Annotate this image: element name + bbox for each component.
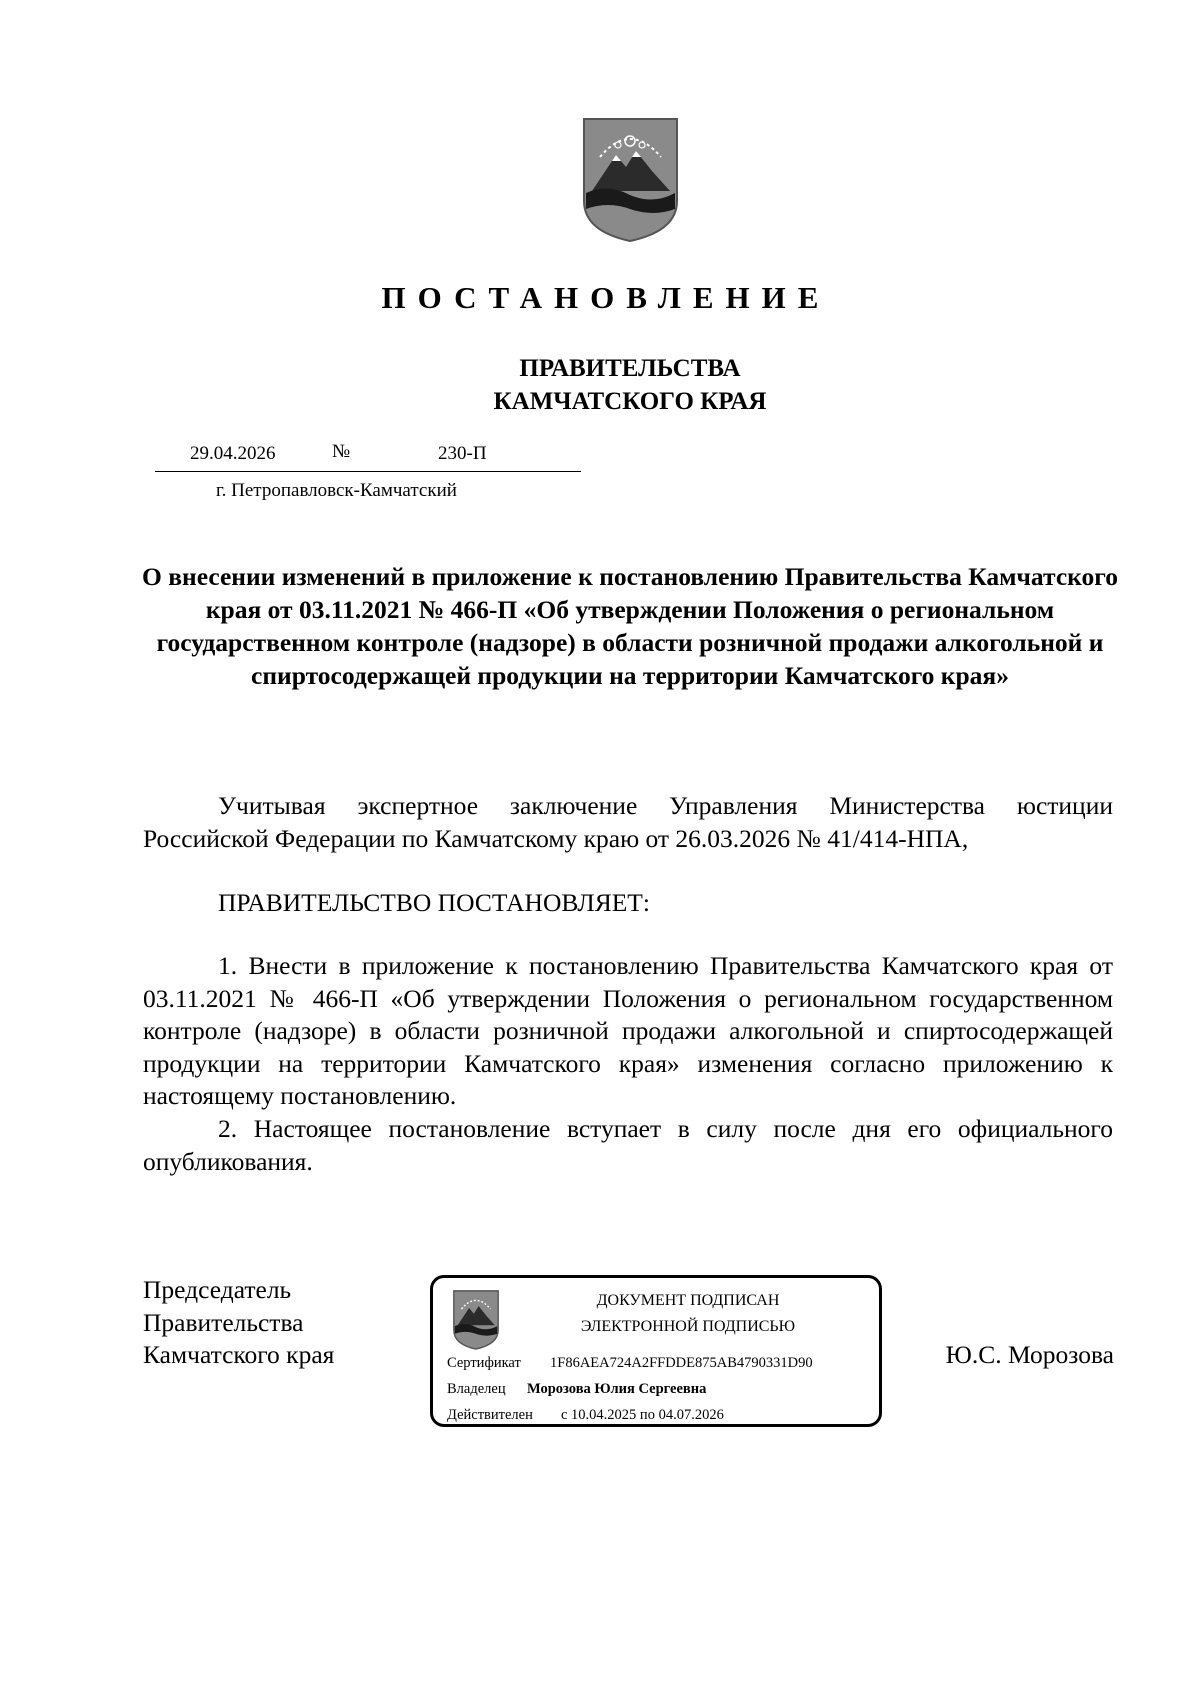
authority-line-2: КАМЧАТСКОГО КРАЯ [493, 388, 767, 415]
document-type-title: ПОСТАНОВЛЕНИЕ [381, 280, 831, 315]
authority-line-1: ПРАВИТЕЛЬСТВА [519, 355, 741, 382]
stamp-heading-line-1: ДОКУМЕНТ ПОДПИСАН [596, 1292, 780, 1309]
issuing-authority [0, 352, 1200, 418]
signer-position-line-2: Правительства [143, 1307, 304, 1337]
number-sign: № [332, 441, 351, 462]
document-subject-title: О внесении изменений в приложение к постановлению Правительства Камчатского края от 03.11.2021 № 466-П «Об утверждении Положения о региональном государственном контроле (надзоре) в области розничной продажи алкогольной и спиртосодержащей продукции на территории Камчатского края» [142, 562, 1118, 690]
electronic-signature-stamp [430, 1275, 882, 1427]
stamp-certificate-row [447, 1355, 813, 1372]
stamp-validity-row [447, 1407, 724, 1424]
kamchatka-coat-of-arms-icon [448, 1288, 504, 1350]
signer-position-line-3: Камчатского края [143, 1340, 335, 1369]
basis-paragraph: Учитывая экспертное заключение Управления Министерства юстиции Российской Федерации по Камчатскому краю от 26.03.2026 № 41/414-НПА, [143, 791, 1113, 853]
document-date: 29.04.2026 [190, 443, 276, 464]
signer-position-line-1: Председатель [143, 1275, 292, 1304]
signer-name: Ю.С. Морозова [945, 1340, 1114, 1369]
item-2-paragraph: 2. Настоящее постановление вступает в силу после дня его официального опубликования. [143, 1114, 1113, 1176]
decree-statement: ПРАВИТЕЛЬСТВО ПОСТАНОВЛЯЕТ: [218, 888, 650, 917]
certificate-value: 1F86AEA724A2FFDDE875AB4790331D90 [550, 1355, 813, 1371]
validity-value: с 10.04.2025 по 04.07.2026 [561, 1407, 724, 1423]
registration-line [155, 443, 581, 472]
owner-value: Морозова Юлия Сергеевна [527, 1381, 707, 1397]
document-number: 230-П [438, 443, 487, 464]
owner-label: Владелец [447, 1381, 506, 1397]
signer-position [143, 1274, 334, 1372]
validity-label: Действителен [447, 1407, 533, 1423]
stamp-owner-row [447, 1381, 707, 1398]
stamp-heading-line-2: ЭЛЕКТРОННОЙ ПОДПИСЬЮ [580, 1318, 796, 1335]
item-1-paragraph: 1. Внести в приложение к постановлению Правительства Камчатского края от 03.11.2021 № 466-П «Об утверждении Положения о региональном государственном контроле (надзоре) в области розничной продажи алкогольной и спиртосодержащей продукции на территории Камчатского края» изменения согласно приложению к настоящему постановлению. [143, 951, 1113, 1110]
issue-city: г. Петропавловск-Камчатский [216, 480, 457, 501]
kamchatka-coat-of-arms-icon [578, 113, 683, 243]
stamp-heading [528, 1288, 848, 1340]
certificate-label: Сертификат [447, 1355, 521, 1371]
